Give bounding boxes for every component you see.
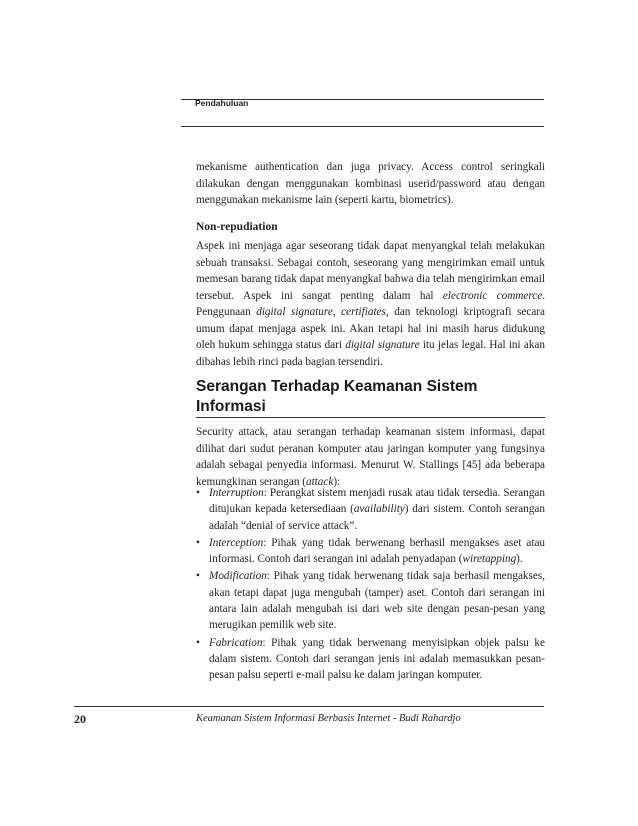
nonrep-em-electronic-commerce: electronic commerce	[442, 289, 543, 302]
nonrep-em-digital-signature: digital signature	[256, 306, 333, 318]
header-bottom-rule	[181, 126, 544, 127]
bullet-text-end: ).	[516, 553, 523, 566]
nonrep-text-5: itu jelas legal. Hal ini akan dibahas lebih rinci pada bagian tersendiri.	[196, 339, 545, 368]
nonrep-text-2: . Penggunaan	[196, 289, 545, 318]
nonrep-em-certifiates: certifiates	[341, 306, 386, 318]
bullet-text-end: ) dari sistem. Contoh serangan adalah “denial of service attack”.	[209, 503, 545, 532]
list-item-modification	[196, 568, 545, 633]
section-title-rule	[196, 417, 545, 418]
bullet-em: availability	[353, 503, 405, 516]
list-item-interruption	[196, 485, 545, 534]
attack-types-list	[196, 485, 545, 685]
section-intro-end: ):	[333, 475, 341, 488]
bullet-text: : Pihak yang tidak berwenang tidak saja berhasil mengakses, akan tetapi dapat juga mengubah (tamper) aset. Contoh dari serangan ini antara lain adalah mengubah isi dari web site dengan pesan-pesan yang merugikan pemilik web site.	[209, 570, 545, 632]
nonrepudiation-heading: Non-repudiation	[196, 221, 278, 233]
nonrep-em-digital-signature-2: digital signature	[345, 339, 420, 351]
bullet-text: : Perangkat sistem menjadi rusak atau tidak tersedia. Serangan ditujukan kepada ketersediaan (	[209, 487, 545, 516]
section-title	[196, 377, 556, 417]
bullet-term: Modification	[209, 570, 267, 583]
footer-rule	[74, 706, 544, 707]
intro-paragraph: mekanisme authentication dan juga privacy. Access control seringkali dilakukan dengan menggunakan kombinasi userid/password atau dengan menggunakan mekanisme lain (seperti kartu, biometrics).	[196, 161, 545, 206]
section-intro-text: Security attack, atau serangan terhadap keamanan sistem informasi, dapat dilihat dari sudut peranan komputer atau jaringan komputer yang fungsinya adalah sebagai penyedia informasi. Menurut W. Stallings [45] ada beberapa kemungkinan serangan (	[196, 426, 545, 488]
nonrep-text-1: Aspek ini menjaga agar seseorang tidak dapat menyangkal telah melakukan sebuah transaksi. Sebagai contoh, seseorang yang mengirimkan email untuk memesan barang tidak dapat menyangkal bahwa dia telah mengirimkan email tersebut. Aspek ini sangat penting dalam hal	[196, 240, 545, 302]
nonrep-text-3: ,	[332, 306, 342, 318]
list-item-fabrication	[196, 635, 545, 684]
bullet-em: wiretapping	[462, 553, 517, 566]
nonrep-text-4: , dan teknologi kriptografi secara umum dapat menjaga aspek ini. Akan tetapi hal ini masih harus didukung oleh hukum sehingga status dari	[196, 306, 545, 351]
bullet-term: Interruption	[209, 487, 264, 499]
section-title-line-1: Serangan Terhadap Keamanan Sistem	[196, 378, 478, 395]
nonrepudiation-paragraph	[196, 238, 545, 370]
running-footer-title: Keamanan Sistem Informasi Berbasis Internet - Budi Rahardjo	[196, 713, 461, 724]
section-intro-em-attack: attack	[305, 475, 334, 488]
bullet-text: : Pihak yang tidak berwenang berhasil mengakses aset atau informasi. Contoh dari serangan ini adalah penyadapan (	[209, 536, 545, 566]
bullet-text: : Pihak yang tidak berwenang menyisipkan objek palsu ke dalam sistem. Contoh dari serangan jenis ini adalah memasukkan pesan-pesan palsu seperti e-mail palsu ke dalam jaringan komputer.	[209, 636, 545, 682]
running-header: Pendahuluan	[195, 98, 249, 108]
bullet-term: Interception	[209, 536, 264, 549]
section-intro-paragraph	[196, 424, 545, 490]
section-title-line-2: Informasi	[196, 398, 266, 415]
bullet-term: Fabrication	[209, 636, 263, 649]
list-item-interception	[196, 535, 545, 568]
page-number: 20	[74, 712, 86, 726]
